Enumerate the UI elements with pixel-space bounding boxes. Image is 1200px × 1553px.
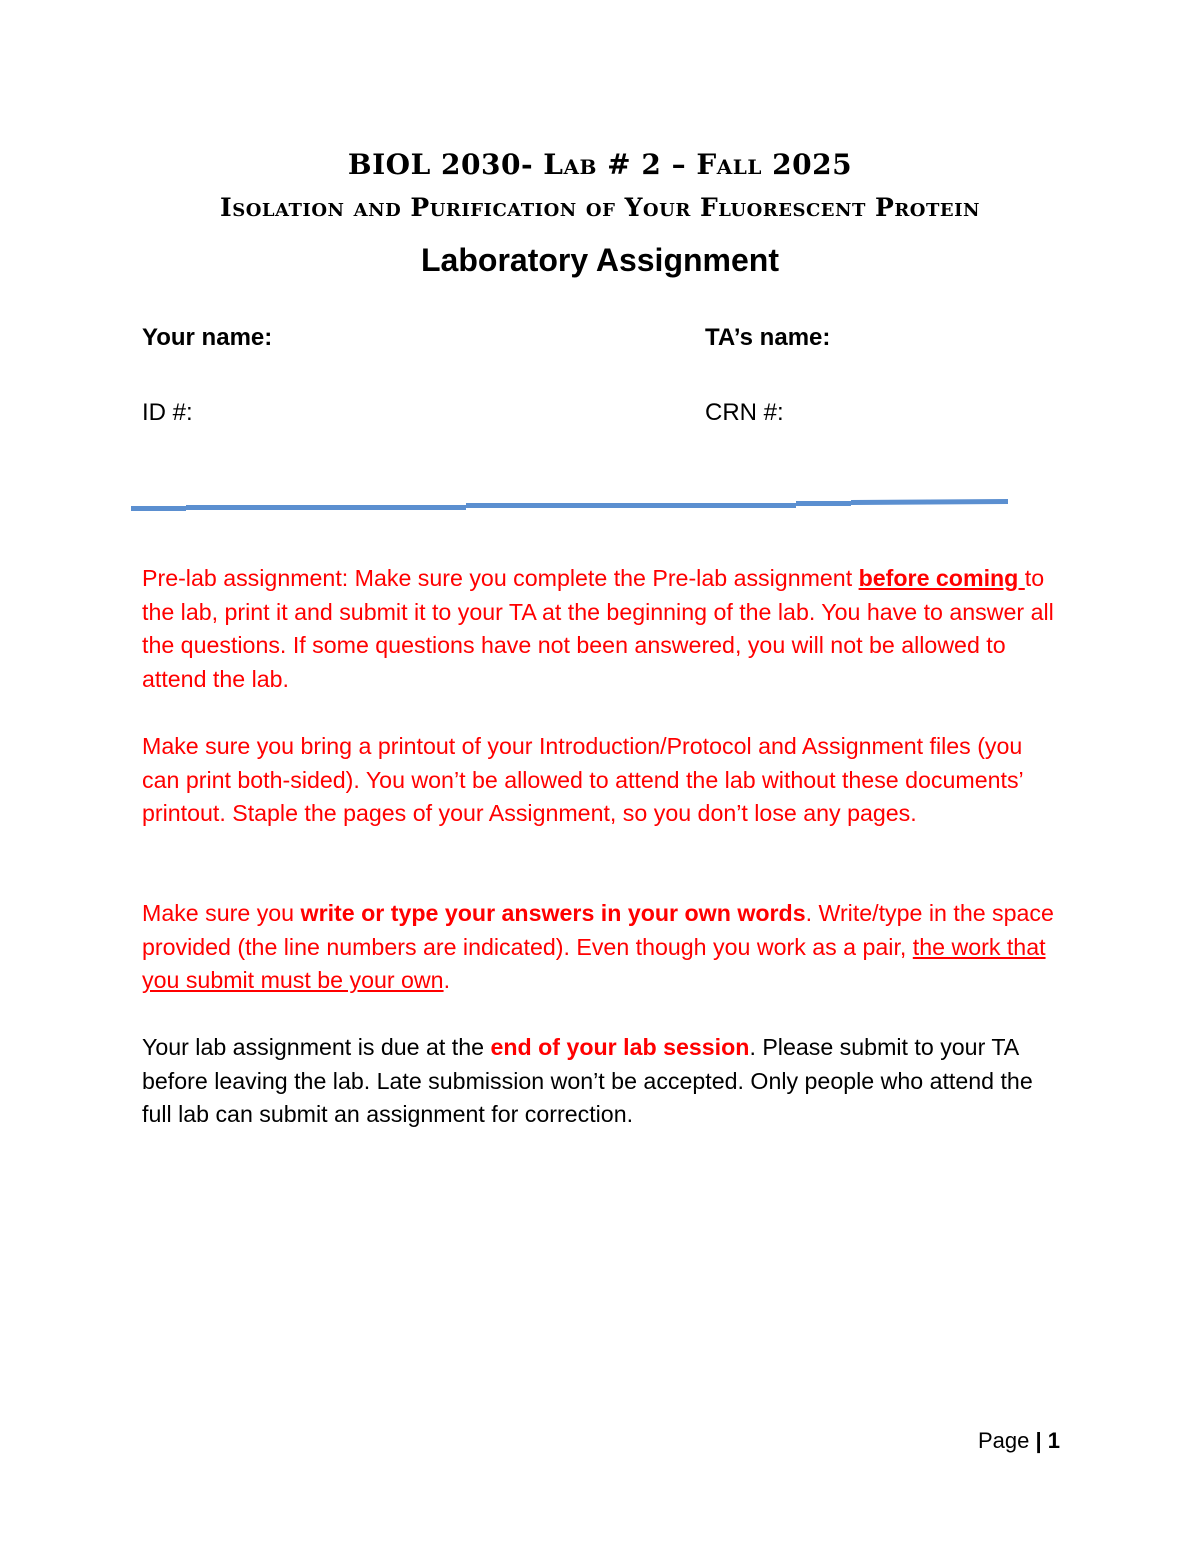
due-date-instruction: [142, 1031, 1062, 1132]
page-footer: [960, 1426, 1060, 1456]
page-separator: |: [1035, 1428, 1042, 1453]
prelab-instruction: [142, 562, 1062, 696]
section-divider: [131, 495, 1008, 511]
page-number: 1: [1047, 1428, 1060, 1453]
prelab-text-end: to the lab, print it and submit it to your TA at the beginning of the lab. You have to answer all the questions. If some questions have not been answered, you will not be allowed to attend the lab.: [142, 565, 1054, 692]
own-work-underlined: the work that you submit must be your own: [142, 933, 1046, 993]
due-text-start: Your lab assignment is due at the: [142, 1034, 491, 1060]
own-words-emphasis: write or type your answers in your own words: [300, 900, 806, 926]
printout-instruction: Make sure you bring a printout of your Introduction/Protocol and Assignment files (you can print both-sided). You won’t be allowed to attend the lab without these documents’ printout. Staple the pages of your Assignment, so you don’t lose any pages.: [142, 733, 1023, 826]
due-emphasis: end of your lab session: [490, 1034, 750, 1060]
ta-name-label: TA’s name:: [705, 324, 831, 351]
own-words-instruction: [142, 897, 1062, 998]
own-words-text-middle: . Write/type in the space provided (the line numbers are indicated). Even though you work as a pair,: [142, 900, 1054, 960]
your-name-label: Your name:: [142, 324, 273, 351]
prelab-emphasis: before coming: [858, 565, 1025, 591]
lab-title: Isolation and Purification of Your Fluorescent Protein: [220, 193, 980, 222]
page-label: Page: [977, 1428, 1030, 1453]
own-words-text-end: .: [443, 967, 451, 993]
id-label: ID #:: [142, 399, 193, 426]
crn-label: CRN #:: [705, 399, 784, 426]
due-text-end: . Please submit to your TA before leaving the lab. Late submission won’t be accepted. Only people who attend the full lab can submit an assignment for correction.: [142, 1034, 1033, 1127]
own-words-text-start: Make sure you: [142, 900, 301, 926]
page-title: Laboratory Assignment: [421, 242, 779, 278]
course-line: BIOL 2030- Lab # 2 – Fall 2025: [347, 148, 853, 181]
prelab-text-start: Pre-lab assignment: Make sure you complete the Pre-lab assignment: [142, 565, 859, 591]
divider-line: [131, 499, 1008, 511]
